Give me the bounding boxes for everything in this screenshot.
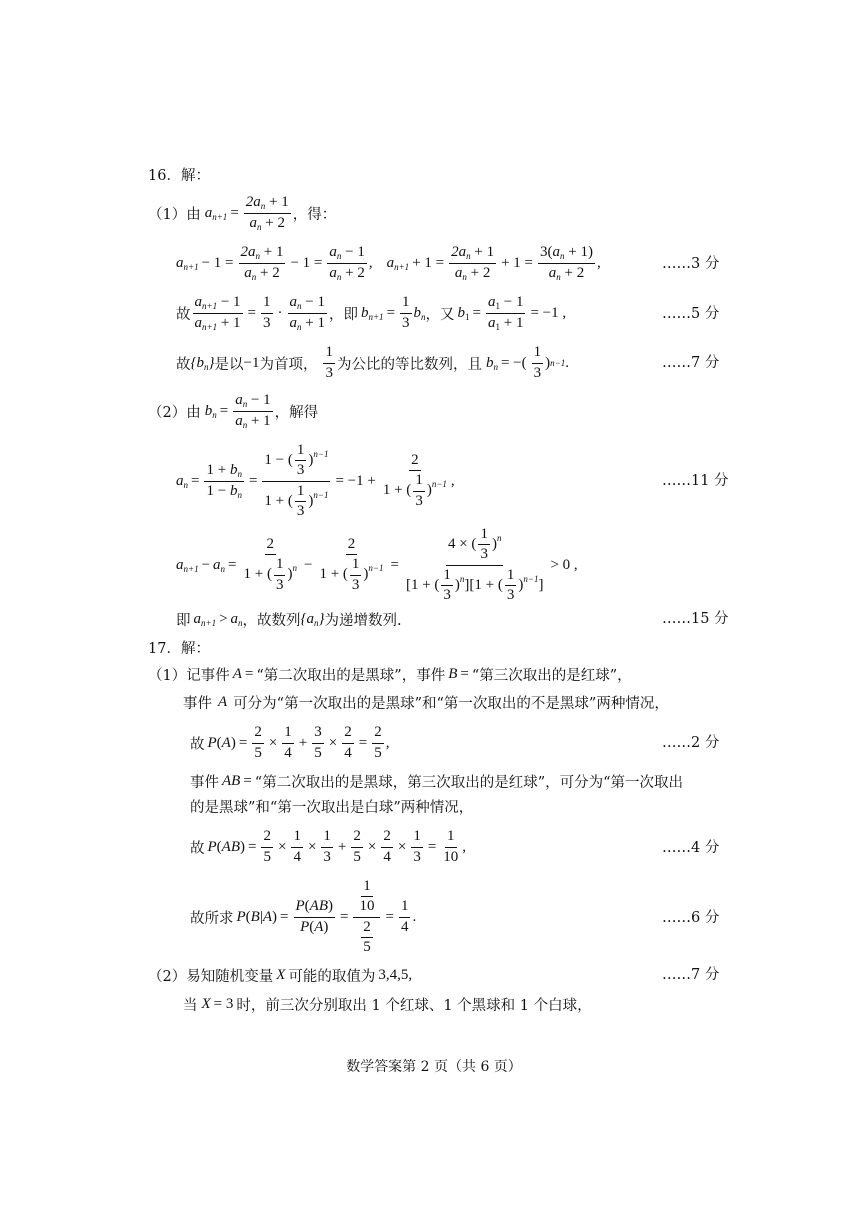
q17-ab-line1: 事件 AB = “第二次取出的是黑球，第三次取出的是红球”，可分为“第一次取出 (190, 772, 684, 791)
q16-you: ，又 (425, 306, 455, 323)
q17-cond-line: 故所求 P ( B | A ) = $\frac{P(AB)}{P(A)}$ = $\frac{\frac{1}{10}}{\frac{2}{5}}$ = $\frac{1}{4}$ . (190, 878, 417, 955)
score-7b: ……7 分 (662, 967, 720, 983)
score-15: ……15 分 (662, 611, 729, 627)
q16-diff-line: $a_{n+1}$ − $a_n$ = 2 1 + ( $\frac{1}{3}$ )$^n$ − 2 1 + ( $\frac{1}{3}$ )$^{n-1}$ = 4 × ( $\frac{1}{3}$ )$^n$ [1 + ( $\frac{1}{3}$ )$^n$][1 + ( $\frac{1}{3}$ )$^{n-1}$] > 0 , (176, 526, 578, 603)
q16-p1-tail: ，得： (292, 206, 337, 223)
q17-title: 17．解： (148, 641, 210, 657)
q17-ab-a: 事件 (190, 774, 219, 791)
q16-conc-b: ，故数列 (242, 612, 301, 629)
q16-p2-line: （2）由 $b_n$ = $\frac{a_n - 1}{a_n + 1}$ ，解得 (148, 392, 319, 430)
q16-p1-label: （1）由 (148, 206, 201, 223)
q16-eq-line-2: 故 $\frac{a_{n+1} - 1}{a_{n+1} + 1}$ = $\frac{1}{3}$ · $\frac{a_n - 1}{a_n + 1}$ ，即 $b_{n+1}$ = $\frac{1}{3}$ $b_n$ ，又 $b_1$ = $\frac{a_1 - 1}{a_1 + 1}$ = −1 , (176, 294, 567, 332)
q16-seq-line: 故 $\{b_n\}$ 是以 −1 为首项， $\frac{1}{3}$ 为公比的等比数列，且 $b_n$ = −( $\frac{1}{3}$ ) n−1 . (176, 344, 569, 381)
q17-line2-b: 可分为“第一次取出的是黑球”和“第一次取出的不是黑球”两种情况， (233, 695, 669, 712)
q16-seq-c: 为首项， (259, 356, 318, 373)
q17-cond-a: 故所求 (190, 910, 234, 927)
q16-conc-c: 为递增数列. (324, 612, 402, 629)
q17-ab-b: “第二次取出的是黑球，第三次取出的是红球”，可分为“第一次取出 (254, 774, 684, 791)
score-3: ……3 分 (662, 256, 720, 272)
q16-ji: ，即 (328, 306, 358, 323)
q16-p2-label: （2）由 (148, 404, 201, 421)
q16-gu: 故 (176, 306, 191, 323)
score-7: ……7 分 (662, 355, 720, 371)
q17-p2-line: （2）易知随机变量 X 可能的取值为 3,4,5, (148, 966, 413, 985)
score-11: ……11 分 (662, 473, 729, 489)
score-2: ……2 分 (662, 735, 720, 751)
q17-p2-b: 可能的取值为 (288, 968, 376, 985)
q16-conc-a: 即 (176, 612, 191, 629)
q17-pab-line: 故 P ( AB ) = $\frac{2}{5}$ × $\frac{1}{4}$ × $\frac{1}{3}$ + $\frac{2}{5}$ × $\frac{2}{4}$ × $\frac{1}{3}$ = $\frac{1}{10}$ , (190, 828, 467, 865)
math: $a_{n+1}$ (204, 204, 228, 222)
q17-p1-ev1: “第二次取出的是黑球”，事件 (256, 667, 446, 684)
q17-gu-pa: 故 (190, 736, 205, 753)
q16-seq-b: 是以 (214, 356, 244, 373)
score-6: ……6 分 (662, 910, 720, 926)
q17-p1-line: （1）记事件 A = “第二次取出的是黑球”，事件 B = “第三次取出的是红球”， (148, 665, 632, 684)
q16-p2-tail: ，解得 (274, 404, 319, 421)
page-footer: 数学答案第 2 页（共 6 页） (346, 1059, 522, 1075)
q16-title: 16．解： (148, 168, 210, 184)
q17-when-line: 当 X = 3 时，前三次分别取出 1 个红球、1 个黑球和 1 个白球， (183, 995, 592, 1014)
q17-when-a: 当 (183, 997, 198, 1014)
q17-p1-ev2: “第三次取出的是红球”， (471, 667, 632, 684)
q17-pa-line: 故 P ( A ) = $\frac{2}{5}$ × $\frac{1}{4}$ + $\frac{3}{5}$ × $\frac{2}{4}$ = $\frac{2}{5}$ , (190, 724, 390, 761)
q16-p1-line: （1）由 $a_{n+1}$ = $\frac{2a_n + 1}{a_n + 2}$ ，得： (148, 194, 337, 232)
q16-an-line: $a_n$ = $\frac{1 + b_n}{1 - b_n}$ = 1 − ( $\frac{1}{3}$ )$^{n-1}$ 1 + ( $\frac{1}{3}$ )$^{n-1}$ = −1 + 2 1 + ( $\frac{1}{3}$ )$^{n-1}$ , (176, 442, 455, 519)
q16-conclusion: 即 $a_{n+1}$ > $a_n$ ，故数列 $\{a_n\}$ 为递增数列. (176, 610, 402, 629)
score-4: ……4 分 (662, 840, 720, 856)
q17-when-b: 时，前三次分别取出 1 个红球、1 个黑球和 1 个白球， (236, 997, 592, 1014)
score-5: ……5 分 (662, 306, 720, 322)
q16-seq-a: 故 (176, 356, 191, 373)
math-fraction: $\frac{2a_n + 1}{a_n + 2}$ (245, 194, 289, 232)
q17-ab-line2: 的是黑球”和“第一次取出是白球”两种情况， (190, 800, 474, 816)
q16-eq-line-1: $a_{n+1}$ − 1 = $\frac{2a_n + 1}{a_n + 2}$ − 1 = $\frac{a_n - 1}{a_n + 2}$ , $a_{n+1}$ + 1 = $\frac{2a_n + 1}{a_n + 2}$ + 1 = $\frac{3(a_n + 1)}{a_n + 2}$ , (176, 244, 601, 282)
q16-seq-d: 为公比的等比数列，且 (336, 356, 482, 373)
q17-p1-label: （1）记事件 (148, 667, 230, 684)
q17-p2-a: （2）易知随机变量 (148, 968, 274, 985)
q17-line2: 事件 A 可分为“第一次取出的是黑球”和“第一次取出的不是黑球”两种情况， (183, 693, 669, 712)
q17-line2-a: 事件 (183, 695, 212, 712)
q17-p2-vals: 3,4,5, (378, 966, 413, 983)
